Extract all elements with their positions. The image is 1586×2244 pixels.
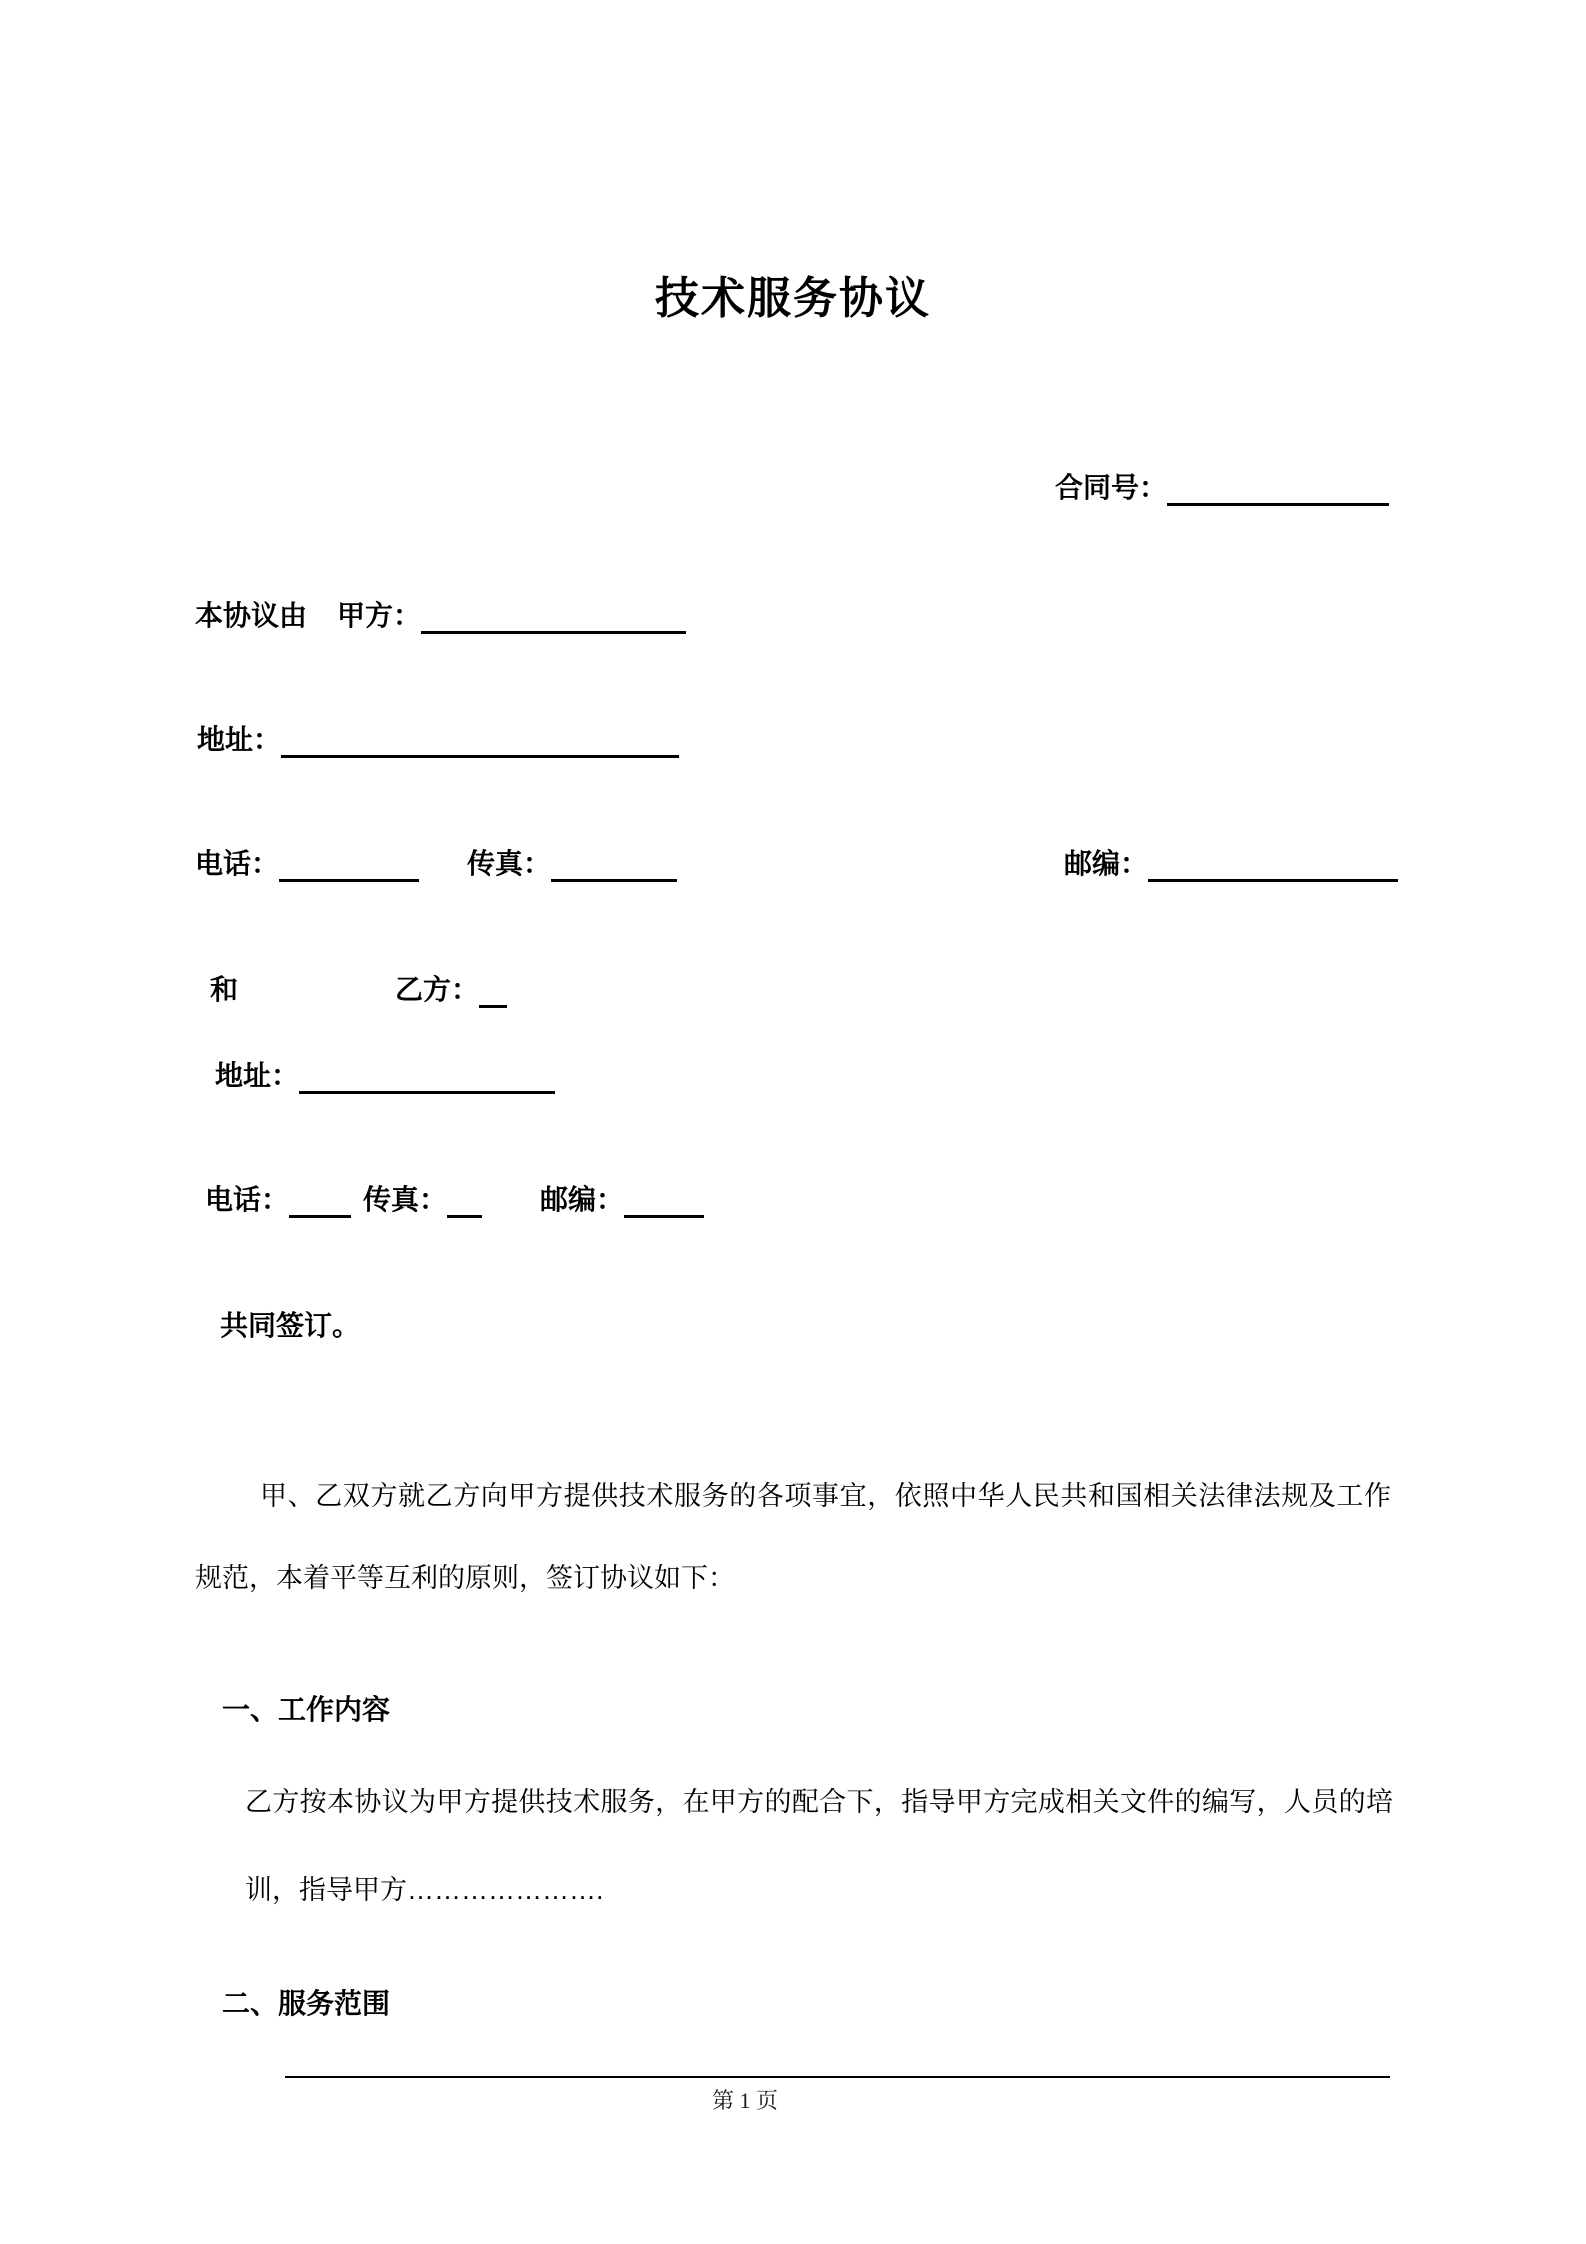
signed-statement: 共同签订。 <box>220 1310 361 1341</box>
section-2-heading: 二、服务范围 <box>222 1988 391 2019</box>
party-a-intro: 本协议由 <box>195 600 308 631</box>
party-b-phone-blank[interactable] <box>289 1184 351 1218</box>
contract-no-row <box>1055 470 1389 506</box>
party-a-address-blank[interactable] <box>281 724 679 758</box>
party-b-address-row <box>215 1058 555 1094</box>
signed-statement-row <box>220 1308 360 1344</box>
party-a-contact-row <box>195 846 1398 882</box>
section-1-body: 乙方按本协议为甲方提供技术服务，在甲方的配合下，指导甲方完成相关文件的编写，人员的培训，指导甲方…………………. <box>245 1787 1393 1905</box>
party-a-row <box>195 598 686 634</box>
party-b-label: 乙方： <box>395 974 480 1005</box>
party-a-zip-blank[interactable] <box>1148 848 1398 882</box>
party-b-address-blank[interactable] <box>299 1060 555 1094</box>
party-a-address-label: 地址： <box>197 724 282 755</box>
party-b-address-label: 地址： <box>215 1060 300 1091</box>
party-b-zip-label: 邮编： <box>540 1184 625 1215</box>
party-b-row <box>210 972 507 1008</box>
page-number: 第 1 页 <box>711 2088 778 2113</box>
page-title: 技术服务协议 <box>655 274 931 323</box>
party-a-phone-blank[interactable] <box>279 848 419 882</box>
party-a-zip-label: 邮编： <box>1064 848 1149 879</box>
party-b-fax-blank[interactable] <box>447 1184 482 1218</box>
party-a-fax-label: 传真： <box>467 848 552 879</box>
party-a-phone-label: 电话： <box>195 848 280 879</box>
party-a-fax-blank[interactable] <box>551 848 677 882</box>
preamble-paragraph: 甲、乙双方就乙方向甲方提供技术服务的各项事宜，依照中华人民共和国相关法律法规及工作规范，本着平等互利的原则，签订协议如下： <box>195 1481 1391 1593</box>
party-a-name-blank[interactable] <box>421 600 686 634</box>
contract-no-label: 合同号： <box>1055 472 1168 503</box>
conjunction-label: 和 <box>210 974 239 1005</box>
party-a-address-row <box>197 722 679 758</box>
party-b-contact-row <box>205 1182 704 1218</box>
party-b-zip-blank[interactable] <box>624 1184 704 1218</box>
contract-no-blank[interactable] <box>1167 472 1389 506</box>
footer-divider <box>285 2076 1390 2078</box>
party-b-name-blank[interactable] <box>479 974 507 1008</box>
party-a-label: 甲方： <box>337 600 422 631</box>
party-b-fax-label: 传真： <box>363 1184 448 1215</box>
section-1-heading: 一、工作内容 <box>222 1694 391 1725</box>
party-b-phone-label: 电话： <box>205 1184 290 1215</box>
